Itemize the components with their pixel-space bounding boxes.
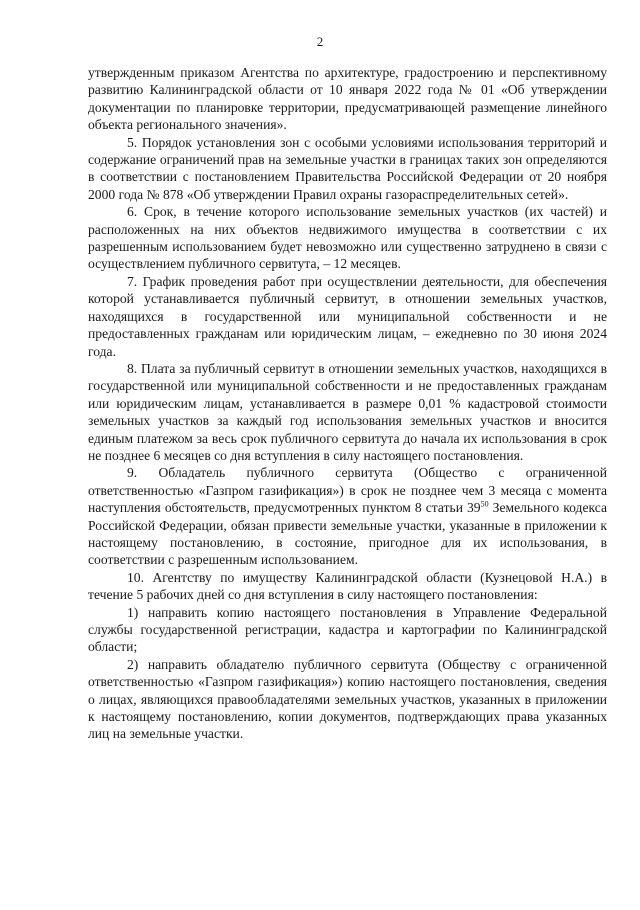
paragraph-6: 6. Срок, в течение которого использование земельных участков (их частей) и расположенных на них объектов недвижимого имущества в соответствии с их разрешенным использованием будет невозможно или существенно затруднено в связи с осуществлением публичного сервитута, – 12 месяцев. (88, 204, 607, 272)
document-body (88, 64, 607, 743)
paragraph-7: 7. График проведения работ при осуществлении деятельности, для обеспечения которой устанавливается публичный сервитут, в отношении земельных участков, находящихся в государственной или муниципальной собственности и не предоставленных гражданам или юридическим лицам, – ежедневно по 30 июня 2024 года. (88, 273, 607, 359)
paragraph-9-text-before: 9. Обладатель публичного сервитута (Общество с ограниченной ответственностью «Газпром газификация») в срок не позднее чем 3 месяца с момента наступления обстоятельств, предусмотренных пунктом 8 статьи 39 (88, 465, 607, 516)
article-superscript: 50 (480, 499, 489, 509)
paragraph-5: 5. Порядок установления зон с особыми условиями использования территорий и содержание ограничений прав на земельные участки в границах таких зон определяются в соответствии с постановлением Правительства Российской Федерации от 20 ноября 2000 года № 878 «Об утверждении Правил охраны газораспределительных сетей». (88, 134, 607, 202)
paragraph-4-continued: утвержденным приказом Агентства по архитектуре, градостроению и перспективному развитию Калининградской области от 10 января 2022 года № 01 «Об утверждении документации по планировке территории, предусматривающей размещение линейного объекта регионального значения». (88, 65, 607, 133)
paragraph-8: 8. Плата за публичный сервитут в отношении земельных участков, находящихся в государственной или муниципальной собственности и не предоставленных гражданам или юридическим лицам, устанавливается в размере 0,01 % кадастровой стоимости земельных участков за каждый год использования земельных участков и вносится единым платежом за весь срок публичного сервитута до начала их использования в срок не позднее 6 месяцев со дня вступления в силу настоящего постановления. (88, 360, 607, 463)
paragraph-9 (88, 464, 607, 568)
page-number: 2 (316, 34, 324, 49)
paragraph-10: 10. Агентству по имуществу Калининградской области (Кузнецовой Н.А.) в течение 5 рабочих дней со дня вступления в силу настоящего постановления: (88, 569, 607, 603)
paragraph-10-item-1: 1) направить копию настоящего постановления в Управление Федеральной службы государственной регистрации, кадастра и картографии по Калининградской области; (88, 604, 607, 655)
paragraph-10-item-2: 2) направить обладателю публичного сервитута (Обществу с ограниченной ответственностью «Газпром газификация») копию настоящего постановления, сведения о лицах, являющихся правообладателями земельных участков, указанных в приложении к настоящему постановлению, копии документов, подтверждающих права указанных лиц на земельные участки. (88, 656, 607, 742)
paragraph-9-text-after: Земельного кодекса Российской Федерации, обязан привести земельные участки, указанные в приложении к настоящему постановлению, в состояние, пригодное для их использования, в соответствии с разрешенным использованием. (88, 500, 607, 568)
